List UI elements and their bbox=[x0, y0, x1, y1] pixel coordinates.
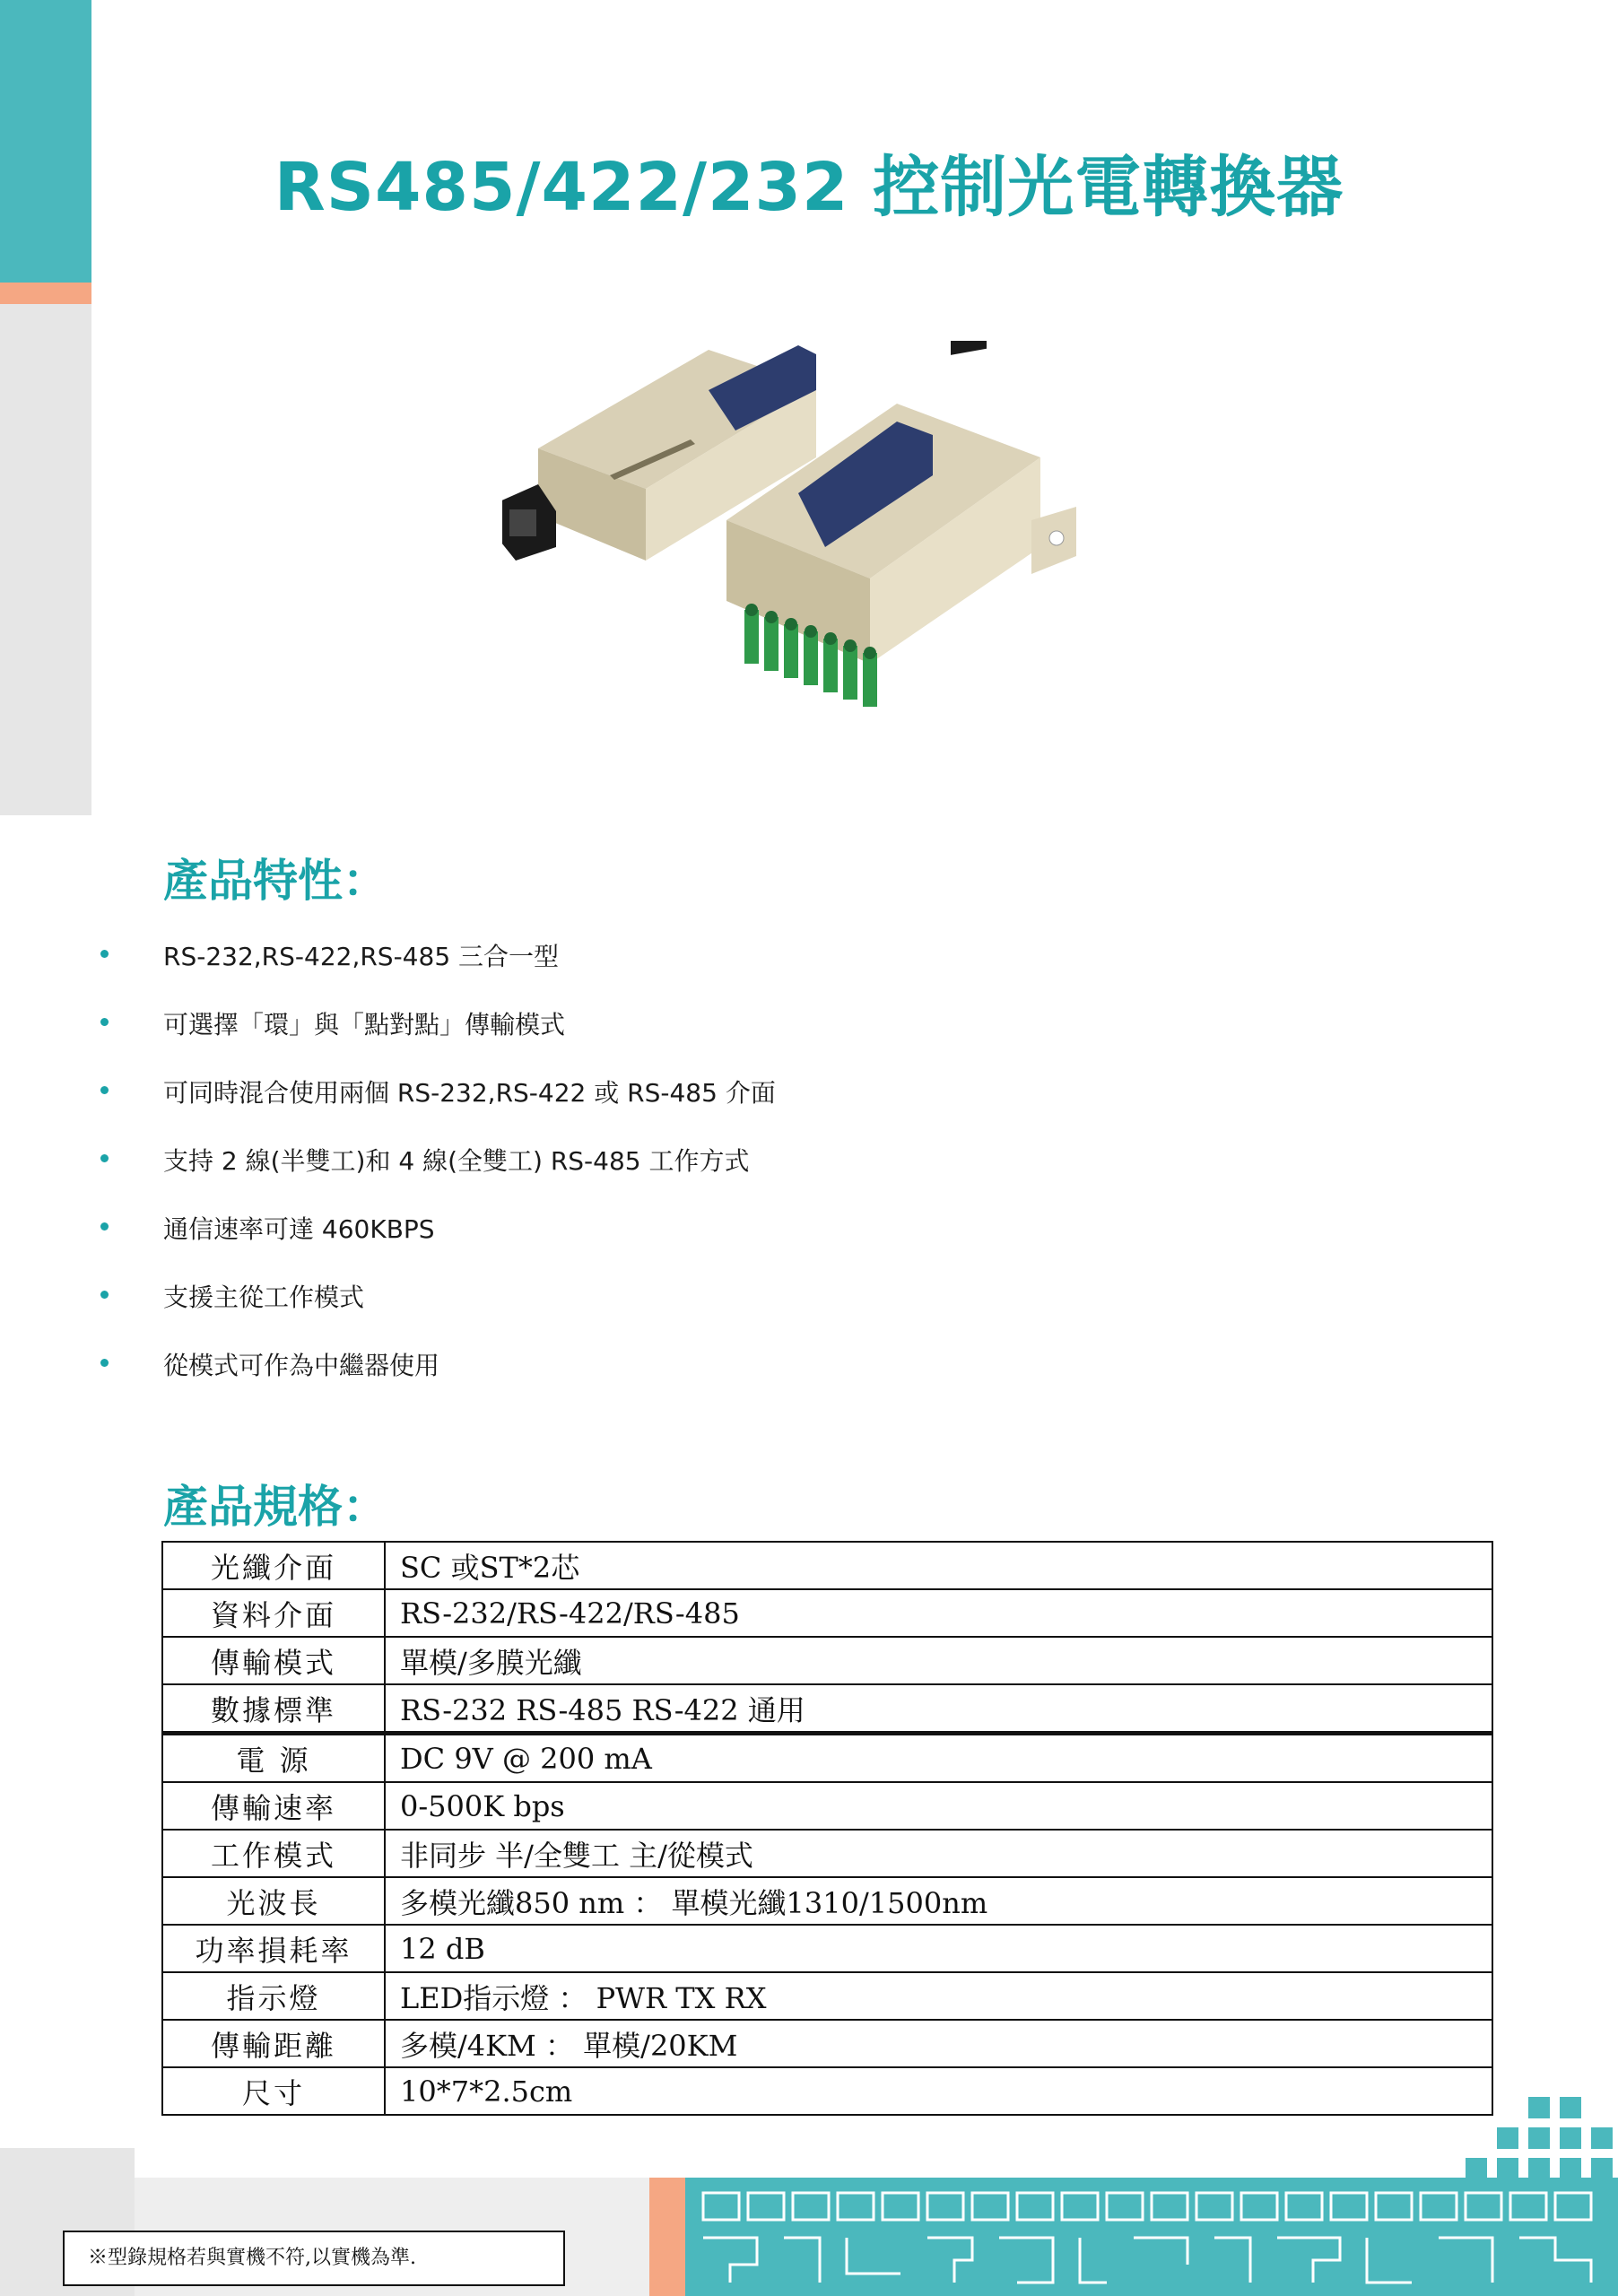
spec-key: 傳輸距離 bbox=[162, 2020, 385, 2067]
product-image bbox=[502, 341, 1112, 735]
table-row bbox=[162, 1542, 1492, 1589]
table-row bbox=[162, 1637, 1492, 1684]
disclaimer-note: ※型錄規格若與實機不符,以實機為準. bbox=[63, 2231, 565, 2286]
bullet-icon bbox=[100, 1359, 109, 1367]
spec-key: 光波長 bbox=[162, 1877, 385, 1925]
table-row bbox=[162, 1734, 1492, 1783]
left-gray-panel bbox=[0, 304, 91, 815]
spec-key: 數據標準 bbox=[162, 1684, 385, 1734]
spec-value: SC 或ST*2芯 bbox=[385, 1542, 1492, 1589]
table-row bbox=[162, 1877, 1492, 1925]
spec-key: 電 源 bbox=[162, 1734, 385, 1783]
spec-key: 功率損耗率 bbox=[162, 1925, 385, 1972]
bullet-icon bbox=[100, 1086, 109, 1094]
spec-value: 單模/多膜光纖 bbox=[385, 1637, 1492, 1684]
spec-key: 工作模式 bbox=[162, 1830, 385, 1877]
spec-value: 多模/4KM ： 單模/20KM bbox=[385, 2020, 1492, 2067]
table-row bbox=[162, 1684, 1492, 1734]
bullet-icon bbox=[100, 1154, 109, 1162]
spec-table bbox=[161, 1541, 1493, 2116]
spec-key: 傳輸模式 bbox=[162, 1637, 385, 1684]
bullet-icon bbox=[100, 1222, 109, 1231]
table-row bbox=[162, 1830, 1492, 1877]
spec-key: 光纖介面 bbox=[162, 1542, 385, 1589]
spec-value: LED指示燈 ： PWR TX RX bbox=[385, 1972, 1492, 2020]
footer-orange-stripe bbox=[649, 2178, 685, 2296]
spec-value: 10*7*2.5cm bbox=[385, 2067, 1492, 2115]
spec-key: 尺寸 bbox=[162, 2067, 385, 2115]
spec-key: 指示燈 bbox=[162, 1972, 385, 2020]
spec-value: 非同步 半/全雙工 主/從模式 bbox=[385, 1830, 1492, 1877]
bullet-icon bbox=[100, 1018, 109, 1026]
spec-value: 12 dB bbox=[385, 1925, 1492, 1972]
features-heading: 產品特性： bbox=[163, 855, 387, 907]
bullet-icon bbox=[100, 1291, 109, 1299]
spec-value: 0-500K bps bbox=[385, 1782, 1492, 1830]
spec-value: DC 9V @ 200 mA bbox=[385, 1734, 1492, 1783]
table-row bbox=[162, 2020, 1492, 2067]
table-row bbox=[162, 1589, 1492, 1637]
table-row bbox=[162, 1972, 1492, 2020]
table-row bbox=[162, 1925, 1492, 1972]
table-row bbox=[162, 1782, 1492, 1830]
specs-heading: 產品規格： bbox=[163, 1481, 387, 1533]
page-title: RS485/422/232 控制光電轉換器 bbox=[274, 149, 1344, 226]
spec-value: 多模光纖850 nm ： 單模光纖1310/1500nm bbox=[385, 1877, 1492, 1925]
spec-value: RS-232/RS-422/RS-485 bbox=[385, 1589, 1492, 1637]
footer-grid-pattern bbox=[685, 2081, 1618, 2296]
bullet-icon bbox=[100, 950, 109, 958]
spec-key: 傳輸速率 bbox=[162, 1782, 385, 1830]
left-accent-stripe bbox=[0, 283, 91, 304]
spec-key: 資料介面 bbox=[162, 1589, 385, 1637]
spec-value: RS-232 RS-485 RS-422 通用 bbox=[385, 1684, 1492, 1734]
